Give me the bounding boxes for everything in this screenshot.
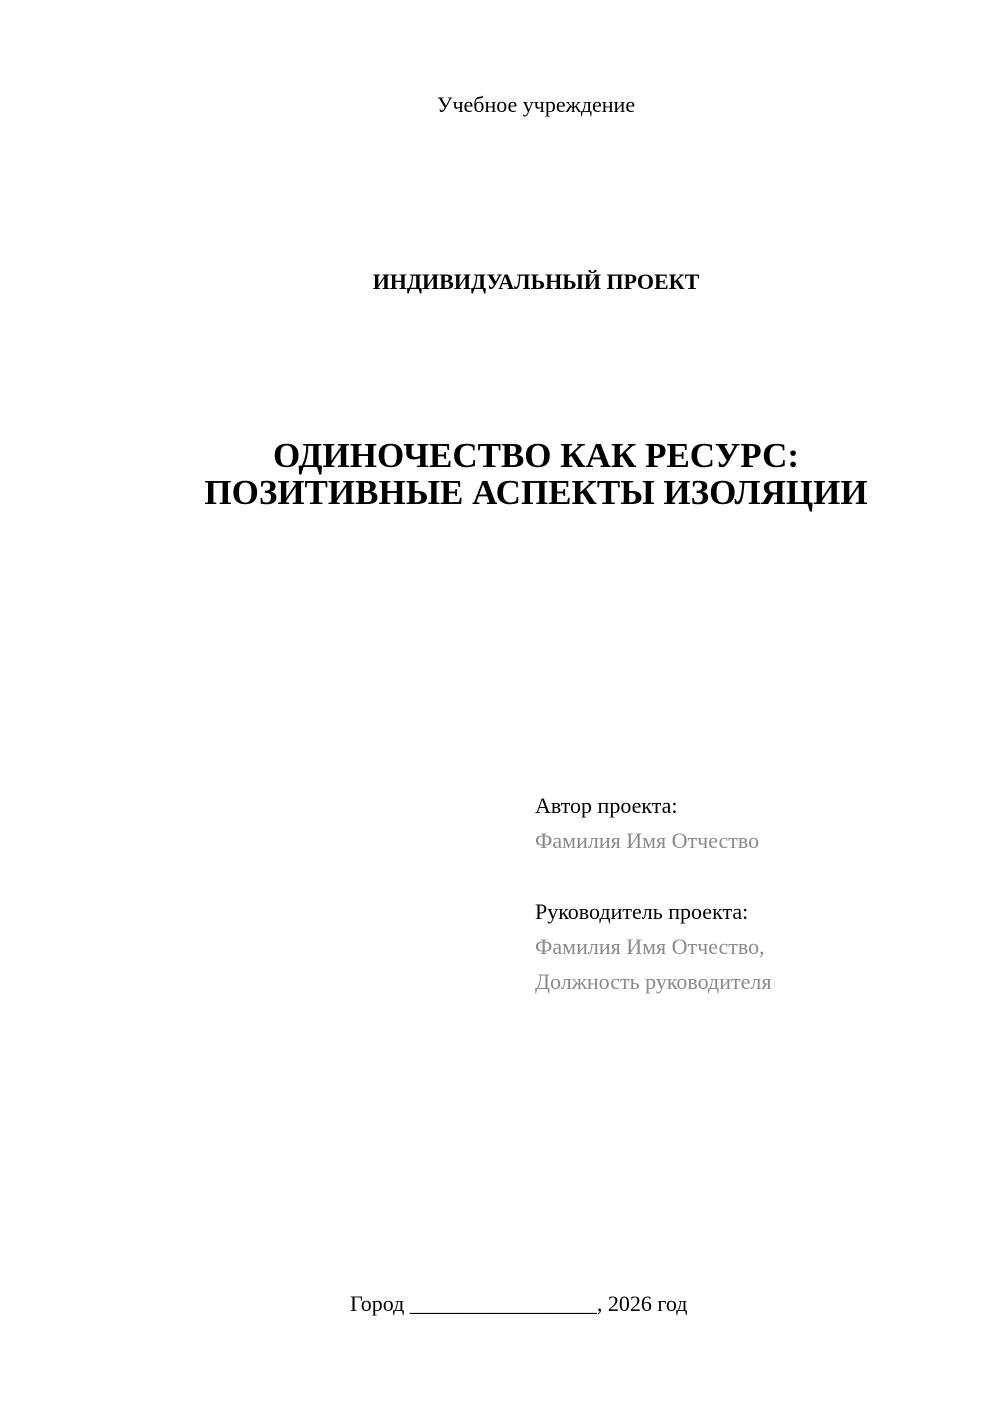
project-title — [36, 437, 1000, 511]
city-label: Город — [350, 1291, 405, 1316]
project-title-line-1: ОДИНОЧЕСТВО КАК РЕСУРС: — [272, 436, 800, 475]
city-blank-line: _________________ — [409, 1291, 597, 1316]
author-name: Фамилия Имя Отчество — [535, 828, 760, 853]
institution-name: Учебное учреждение — [436, 92, 636, 117]
year-label: , 2026 год — [596, 1291, 688, 1316]
credits-spacer — [535, 858, 771, 894]
footer-city-year — [350, 1291, 687, 1317]
author-label: Автор проекта: — [535, 793, 678, 818]
supervisor-name: Фамилия Имя Отчество, — [535, 934, 765, 959]
project-type-heading: ИНДИВИДУАЛЬНЫЙ ПРОЕКТ — [372, 269, 700, 294]
supervisor-position: Должность руководителя — [535, 969, 772, 994]
project-credits — [535, 788, 771, 999]
project-title-line-2: ПОЗИТИВНЫЕ АСПЕКТЫ ИЗОЛЯЦИИ — [204, 473, 868, 512]
supervisor-label: Руководитель проекта: — [535, 899, 749, 924]
